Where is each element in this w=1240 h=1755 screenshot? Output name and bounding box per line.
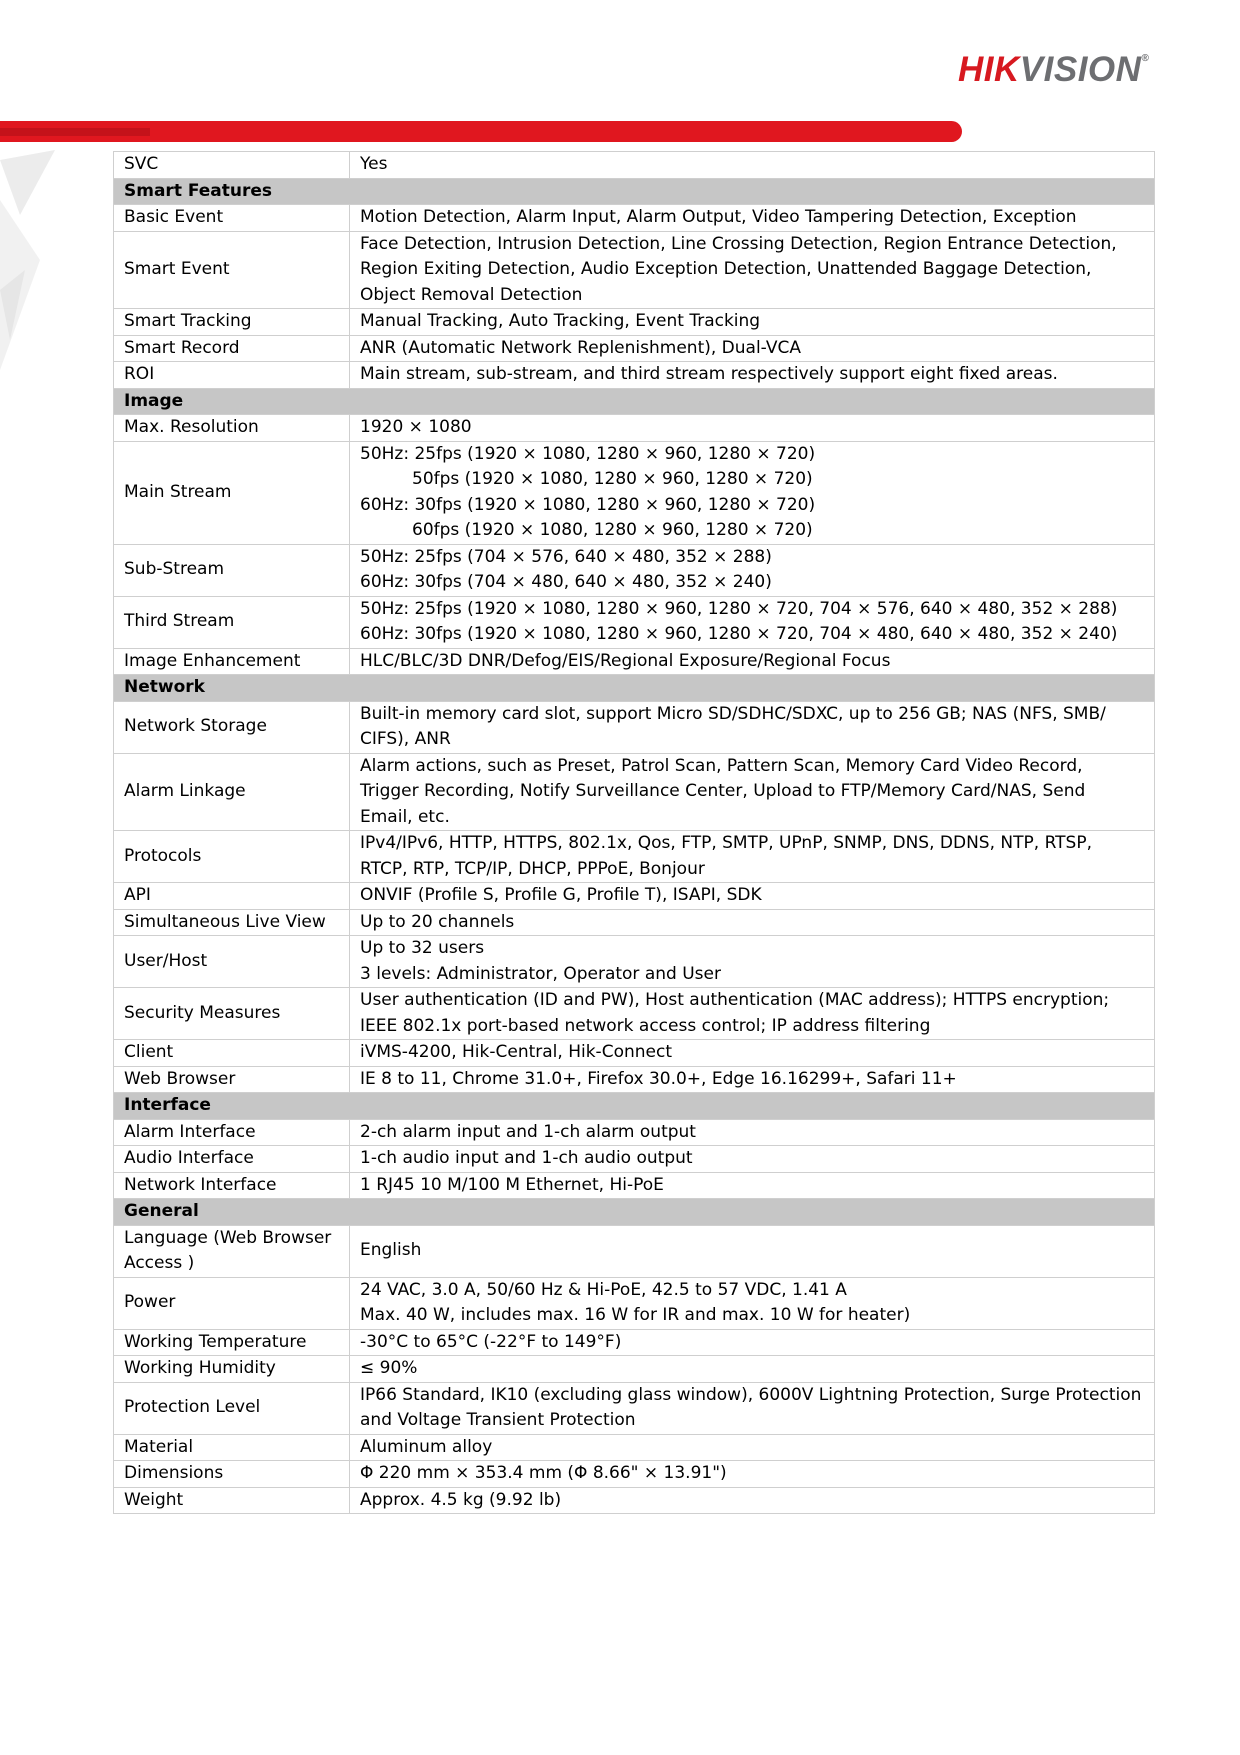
spec-key: Sub-Stream — [114, 544, 350, 596]
spec-value-line: Up to 20 channels — [360, 911, 515, 932]
spec-value — [350, 441, 1155, 544]
spec-value-line: Φ 220 mm × 353.4 mm (Φ 8.66" × 13.91") — [360, 1463, 727, 1483]
logo-main-text: HIK — [958, 50, 1020, 89]
spec-value — [350, 1277, 1155, 1329]
spec-key: Smart Record — [114, 335, 350, 362]
spec-row — [114, 1356, 1155, 1383]
spec-key: Web Browser — [114, 1066, 350, 1093]
spec-value-line: 1-ch audio input and 1-ch audio output — [360, 1148, 693, 1168]
spec-row — [114, 362, 1155, 389]
spec-value-line: 24 VAC, 3.0 A, 50/60 Hz & Hi-PoE, 42.5 to 57 VDC, 1.41 A — [360, 1279, 847, 1300]
section-header-row — [114, 178, 1155, 205]
spec-value-line: RTCP, RTP, TCP/IP, DHCP, PPPoE, Bonjour — [360, 858, 705, 879]
spec-key: Working Temperature — [114, 1329, 350, 1356]
spec-value-line: User authentication (ID and PW), Host authentication (MAC address); HTTPS encryption; — [360, 990, 1110, 1010]
spec-value-line: Aluminum alloy — [360, 1436, 493, 1457]
spec-key: Material — [114, 1434, 350, 1461]
spec-row — [114, 1329, 1155, 1356]
spec-value-line: and Voltage Transient Protection — [360, 1410, 636, 1430]
spec-value — [350, 753, 1155, 831]
spec-key: Protection Level — [114, 1382, 350, 1434]
spec-value — [350, 362, 1155, 389]
spec-key: Network Interface — [114, 1172, 350, 1199]
spec-value-line: ONVIF (Profile S, Profile G, Profile T), ISAPI, SDK — [360, 885, 762, 905]
spec-value-line: IE 8 to 11, Chrome 31.0+, Firefox 30.0+, Edge 16.16299+, Safari 11+ — [360, 1068, 957, 1089]
spec-value — [350, 1434, 1155, 1461]
spec-value-line: Built-in memory card slot, support Micro SD/SDHC/SDXC, up to 256 GB; NAS (NFS, SMB/ — [360, 703, 1106, 724]
spec-value — [350, 1172, 1155, 1199]
spec-key: User/Host — [114, 936, 350, 988]
spec-value — [350, 544, 1155, 596]
spec-key: Dimensions — [114, 1461, 350, 1488]
spec-row — [114, 701, 1155, 753]
spec-value — [350, 831, 1155, 883]
spec-key: API — [114, 883, 350, 910]
spec-row — [114, 309, 1155, 336]
spec-row — [114, 988, 1155, 1040]
spec-key: Simultaneous Live View — [114, 909, 350, 936]
spec-value-line: Alarm actions, such as Preset, Patrol Scan, Pattern Scan, Memory Card Video Record, — [360, 755, 1083, 776]
spec-value-line: 60Hz: 30fps (1920 × 1080, 1280 × 960, 1280 × 720, 704 × 480, 640 × 480, 352 × 240) — [360, 624, 1118, 644]
section-header-row — [114, 388, 1155, 415]
spec-value — [350, 1225, 1155, 1277]
spec-value — [350, 1382, 1155, 1434]
section-title: Image — [114, 388, 1155, 415]
spec-key: Smart Event — [114, 231, 350, 309]
spec-row — [114, 596, 1155, 648]
logo-registered-mark: ® — [1141, 53, 1150, 64]
section-title: General — [114, 1199, 1155, 1226]
spec-value-line: Up to 32 users — [360, 938, 485, 958]
spec-row — [114, 753, 1155, 831]
spec-key: Power — [114, 1277, 350, 1329]
spec-key: ROI — [114, 362, 350, 389]
spec-value-line: CIFS), ANR — [360, 729, 451, 749]
spec-value — [350, 1329, 1155, 1356]
spec-value-line: Manual Tracking, Auto Tracking, Event Tracking — [360, 311, 761, 331]
spec-value-line: Yes — [360, 154, 388, 174]
spec-key: Client — [114, 1040, 350, 1067]
spec-value — [350, 309, 1155, 336]
hikvision-logo — [958, 52, 1149, 87]
spec-value-line: -30°C to 65°C (-22°F to 149°F) — [360, 1331, 622, 1352]
spec-key: Image Enhancement — [114, 648, 350, 675]
spec-row — [114, 441, 1155, 544]
spec-value — [350, 415, 1155, 442]
spec-value-line: Region Exiting Detection, Audio Exception Detection, Unattended Baggage Detection, — [360, 259, 1092, 279]
spec-value — [350, 205, 1155, 232]
spec-key: Protocols — [114, 831, 350, 883]
spec-row — [114, 544, 1155, 596]
spec-value-line: Motion Detection, Alarm Input, Alarm Output, Video Tampering Detection, Exception — [360, 207, 1077, 227]
spec-value-line: Face Detection, Intrusion Detection, Line Crossing Detection, Region Entrance Detection, — [360, 233, 1117, 254]
spec-value — [350, 936, 1155, 988]
spec-value-line: Trigger Recording, Notify Surveillance Center, Upload to FTP/Memory Card/NAS, Send — [360, 781, 1086, 801]
spec-key: Max. Resolution — [114, 415, 350, 442]
spec-value-line: 50Hz: 25fps (1920 × 1080, 1280 × 960, 1280 × 720, 704 × 576, 640 × 480, 352 × 288) — [360, 598, 1118, 619]
spec-value — [350, 648, 1155, 675]
spec-row — [114, 909, 1155, 936]
spec-value-line: IPv4/IPv6, HTTP, HTTPS, 802.1x, Qos, FTP, SMTP, UPnP, SNMP, DNS, DDNS, NTP, RTSP, — [360, 833, 1092, 853]
spec-value-line: HLC/BLC/3D DNR/Defog/EIS/Regional Exposure/Regional Focus — [360, 650, 891, 671]
spec-value — [350, 335, 1155, 362]
spec-value-line: Approx. 4.5 kg (9.92 lb) — [360, 1489, 562, 1510]
section-title: Network — [114, 675, 1155, 702]
spec-key: Third Stream — [114, 596, 350, 648]
section-title: Smart Features — [114, 178, 1155, 205]
spec-value — [350, 909, 1155, 936]
spec-value-line: 1920 × 1080 — [360, 417, 472, 437]
spec-row — [114, 205, 1155, 232]
spec-value — [350, 701, 1155, 753]
spec-key: SVC — [114, 152, 350, 179]
spec-table — [113, 151, 1155, 1514]
spec-key: Audio Interface — [114, 1146, 350, 1173]
spec-value — [350, 1461, 1155, 1488]
spec-row — [114, 231, 1155, 309]
spec-row — [114, 936, 1155, 988]
spec-row — [114, 1225, 1155, 1277]
spec-value-line: iVMS-4200, Hik-Central, Hik-Connect — [360, 1042, 672, 1062]
spec-key: Main Stream — [114, 441, 350, 544]
spec-key: Alarm Interface — [114, 1119, 350, 1146]
spec-row — [114, 1146, 1155, 1173]
decorative-triangles — [0, 140, 60, 390]
spec-value — [350, 1119, 1155, 1146]
spec-key: Smart Tracking — [114, 309, 350, 336]
spec-table-body — [114, 152, 1155, 1514]
spec-key: Network Storage — [114, 701, 350, 753]
spec-value — [350, 231, 1155, 309]
spec-key: Language (Web Browser Access ) — [114, 1225, 350, 1277]
spec-row — [114, 335, 1155, 362]
spec-value-line: 60Hz: 30fps (704 × 480, 640 × 480, 352 × 240) — [360, 572, 772, 592]
spec-value-line: 50fps (1920 × 1080, 1280 × 960, 1280 × 720) — [412, 469, 813, 489]
spec-row — [114, 1040, 1155, 1067]
spec-row — [114, 831, 1155, 883]
spec-row — [114, 415, 1155, 442]
spec-key: Working Humidity — [114, 1356, 350, 1383]
section-header-row — [114, 1093, 1155, 1120]
spec-value-line: IP66 Standard, IK10 (excluding glass window), 6000V Lightning Protection, Surge Protection — [360, 1384, 1142, 1405]
spec-row — [114, 1277, 1155, 1329]
header-red-bar-shade — [0, 128, 150, 136]
spec-value — [350, 152, 1155, 179]
spec-value — [350, 1066, 1155, 1093]
spec-value — [350, 1487, 1155, 1514]
section-header-row — [114, 675, 1155, 702]
spec-value-line: ANR (Automatic Network Replenishment), Dual-VCA — [360, 337, 801, 358]
spec-key: Basic Event — [114, 205, 350, 232]
spec-value-line: 50Hz: 25fps (704 × 576, 640 × 480, 352 × 288) — [360, 546, 772, 567]
spec-value-line: Email, etc. — [360, 806, 450, 827]
spec-value — [350, 596, 1155, 648]
spec-row — [114, 883, 1155, 910]
spec-row — [114, 1119, 1155, 1146]
spec-key: Alarm Linkage — [114, 753, 350, 831]
spec-value — [350, 1356, 1155, 1383]
spec-value — [350, 988, 1155, 1040]
spec-row — [114, 1487, 1155, 1514]
section-header-row — [114, 1199, 1155, 1226]
spec-value-line: Max. 40 W, includes max. 16 W for IR and max. 10 W for heater) — [360, 1305, 911, 1325]
spec-value-line: 1 RJ45 10 M/100 M Ethernet, Hi-PoE — [360, 1174, 664, 1195]
section-title: Interface — [114, 1093, 1155, 1120]
spec-key: Weight — [114, 1487, 350, 1514]
spec-row — [114, 1461, 1155, 1488]
spec-row — [114, 1434, 1155, 1461]
spec-value-line: IEEE 802.1x port-based network access control; IP address filtering — [360, 1015, 931, 1036]
spec-value-line: English — [360, 1240, 422, 1261]
spec-value — [350, 1040, 1155, 1067]
spec-value-line: Main stream, sub-stream, and third stream respectively support eight fixed areas. — [360, 364, 1058, 384]
spec-value-line: 60fps (1920 × 1080, 1280 × 960, 1280 × 720) — [412, 520, 813, 540]
spec-value-line: 3 levels: Administrator, Operator and User — [360, 963, 721, 984]
logo-accent-text: VISION — [1019, 50, 1142, 89]
spec-value — [350, 1146, 1155, 1173]
spec-key: Security Measures — [114, 988, 350, 1040]
spec-row — [114, 152, 1155, 179]
spec-value-line: 60Hz: 30fps (1920 × 1080, 1280 × 960, 1280 × 720) — [360, 494, 816, 515]
spec-row — [114, 1382, 1155, 1434]
spec-value-line: ≤ 90% — [360, 1358, 418, 1378]
spec-value-line: 50Hz: 25fps (1920 × 1080, 1280 × 960, 1280 × 720) — [360, 443, 816, 464]
spec-row — [114, 1066, 1155, 1093]
spec-value — [350, 883, 1155, 910]
spec-value-line: Object Removal Detection — [360, 284, 583, 305]
spec-row — [114, 1172, 1155, 1199]
spec-value-line: 2-ch alarm input and 1-ch alarm output — [360, 1121, 696, 1142]
spec-row — [114, 648, 1155, 675]
